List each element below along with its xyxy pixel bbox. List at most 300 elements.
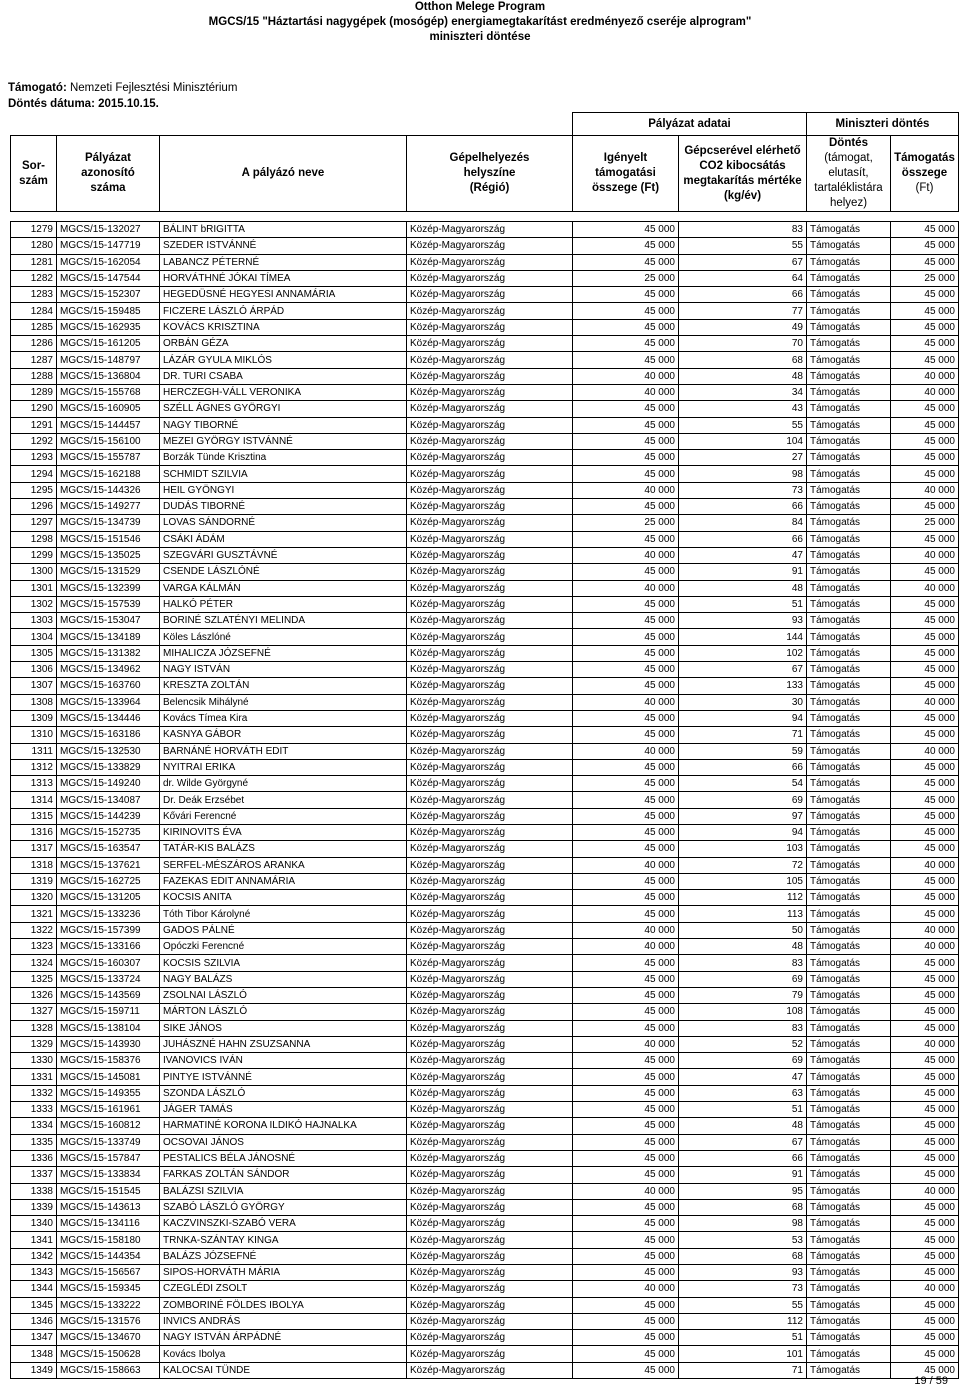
cell-igenyelt: 45 000 xyxy=(573,613,679,629)
cell-sorszam: 1328 xyxy=(11,1020,57,1036)
cell-sorszam: 1301 xyxy=(11,580,57,596)
cell-dontes: Támogatás xyxy=(807,939,891,955)
table-row xyxy=(11,417,959,433)
cell-co2: 108 xyxy=(679,1004,807,1020)
table-row xyxy=(11,499,959,515)
cell-igenyelt: 45 000 xyxy=(573,1118,679,1134)
cell-co2: 53 xyxy=(679,1232,807,1248)
cell-azonosito: MGCS/15-147544 xyxy=(57,270,160,286)
cell-helyszin: Közép-Magyarország xyxy=(407,384,573,400)
table-row xyxy=(11,971,959,987)
cell-helyszin: Közép-Magyarország xyxy=(407,1167,573,1183)
table-row xyxy=(11,1004,959,1020)
cell-sorszam: 1289 xyxy=(11,384,57,400)
cell-igenyelt: 40 000 xyxy=(573,1281,679,1297)
cell-dontes: Támogatás xyxy=(807,727,891,743)
table-row xyxy=(11,1036,959,1052)
cell-tamogatas: 40 000 xyxy=(891,547,959,563)
cell-helyszin: Közép-Magyarország xyxy=(407,743,573,759)
cell-sorszam: 1332 xyxy=(11,1085,57,1101)
cell-helyszin: Közép-Magyarország xyxy=(407,629,573,645)
cell-azonosito: MGCS/15-132027 xyxy=(57,222,160,238)
cell-sorszam: 1314 xyxy=(11,792,57,808)
cell-co2: 64 xyxy=(679,270,807,286)
cell-dontes: Támogatás xyxy=(807,303,891,319)
cell-igenyelt: 45 000 xyxy=(573,303,679,319)
cell-tamogatas: 25 000 xyxy=(891,515,959,531)
cell-sorszam: 1335 xyxy=(11,1134,57,1150)
cell-tamogatas: 40 000 xyxy=(891,384,959,400)
cell-co2: 83 xyxy=(679,955,807,971)
cell-nev: KACZVINSZKI-SZABÓ VERA xyxy=(160,1216,407,1232)
cell-igenyelt: 25 000 xyxy=(573,515,679,531)
col-header-sorszam: Sor- szám xyxy=(11,136,57,212)
cell-igenyelt: 45 000 xyxy=(573,1313,679,1329)
cell-tamogatas: 45 000 xyxy=(891,987,959,1003)
cell-dontes: Támogatás xyxy=(807,1248,891,1264)
cell-azonosito: MGCS/15-133834 xyxy=(57,1167,160,1183)
cell-azonosito: MGCS/15-160905 xyxy=(57,401,160,417)
cell-azonosito: MGCS/15-145081 xyxy=(57,1069,160,1085)
cell-igenyelt: 45 000 xyxy=(573,450,679,466)
cell-igenyelt: 45 000 xyxy=(573,824,679,840)
cell-dontes: Támogatás xyxy=(807,710,891,726)
cell-igenyelt: 45 000 xyxy=(573,792,679,808)
table-row xyxy=(11,1297,959,1313)
cell-igenyelt: 40 000 xyxy=(573,922,679,938)
cell-tamogatas: 45 000 xyxy=(891,1102,959,1118)
cell-sorszam: 1346 xyxy=(11,1313,57,1329)
cell-co2: 51 xyxy=(679,1330,807,1346)
cell-helyszin: Közép-Magyarország xyxy=(407,1232,573,1248)
cell-azonosito: MGCS/15-132530 xyxy=(57,743,160,759)
cell-azonosito: MGCS/15-162054 xyxy=(57,254,160,270)
cell-sorszam: 1329 xyxy=(11,1036,57,1052)
cell-azonosito: MGCS/15-163547 xyxy=(57,841,160,857)
cell-azonosito: MGCS/15-163186 xyxy=(57,727,160,743)
cell-igenyelt: 40 000 xyxy=(573,368,679,384)
table-row xyxy=(11,776,959,792)
cell-sorszam: 1343 xyxy=(11,1265,57,1281)
cell-igenyelt: 45 000 xyxy=(573,1020,679,1036)
cell-dontes: Támogatás xyxy=(807,401,891,417)
cell-igenyelt: 45 000 xyxy=(573,1346,679,1362)
cell-co2: 70 xyxy=(679,336,807,352)
cell-co2: 48 xyxy=(679,580,807,596)
cell-helyszin: Közép-Magyarország xyxy=(407,727,573,743)
cell-co2: 79 xyxy=(679,987,807,1003)
cell-helyszin: Közép-Magyarország xyxy=(407,238,573,254)
table-row xyxy=(11,450,959,466)
cell-tamogatas: 45 000 xyxy=(891,1297,959,1313)
cell-dontes: Támogatás xyxy=(807,1199,891,1215)
cell-nev: VARGA KÁLMÁN xyxy=(160,580,407,596)
cell-sorszam: 1330 xyxy=(11,1053,57,1069)
cell-sorszam: 1339 xyxy=(11,1199,57,1215)
cell-dontes: Támogatás xyxy=(807,824,891,840)
cell-sorszam: 1286 xyxy=(11,336,57,352)
cell-nev: Kovács Tímea Kira xyxy=(160,710,407,726)
cell-nev: NAGY BALÁZS xyxy=(160,971,407,987)
cell-azonosito: MGCS/15-149240 xyxy=(57,776,160,792)
cell-co2: 133 xyxy=(679,678,807,694)
cell-tamogatas: 45 000 xyxy=(891,1118,959,1134)
cell-azonosito: MGCS/15-134189 xyxy=(57,629,160,645)
table-row xyxy=(11,1232,959,1248)
table-row xyxy=(11,759,959,775)
cell-azonosito: MGCS/15-133222 xyxy=(57,1297,160,1313)
cell-co2: 83 xyxy=(679,1020,807,1036)
cell-igenyelt: 45 000 xyxy=(573,417,679,433)
cell-nev: MEZEI GYÖRGY ISTVÁNNÉ xyxy=(160,433,407,449)
column-header-row xyxy=(11,136,959,212)
cell-co2: 63 xyxy=(679,1085,807,1101)
cell-co2: 101 xyxy=(679,1346,807,1362)
cell-helyszin: Közép-Magyarország xyxy=(407,596,573,612)
cell-dontes: Támogatás xyxy=(807,368,891,384)
table-row xyxy=(11,1118,959,1134)
cell-azonosito: MGCS/15-160812 xyxy=(57,1118,160,1134)
cell-helyszin: Közép-Magyarország xyxy=(407,433,573,449)
cell-igenyelt: 45 000 xyxy=(573,531,679,547)
cell-helyszin: Közép-Magyarország xyxy=(407,254,573,270)
cell-sorszam: 1299 xyxy=(11,547,57,563)
cell-nev: Opóczki Ferencné xyxy=(160,939,407,955)
cell-nev: SIKE JÁNOS xyxy=(160,1020,407,1036)
cell-nev: HORVÁTHNÉ JÓKAI TÍMEA xyxy=(160,270,407,286)
cell-sorszam: 1304 xyxy=(11,629,57,645)
cell-sorszam: 1295 xyxy=(11,482,57,498)
cell-igenyelt: 45 000 xyxy=(573,1134,679,1150)
table-row xyxy=(11,678,959,694)
cell-azonosito: MGCS/15-156567 xyxy=(57,1265,160,1281)
cell-co2: 52 xyxy=(679,1036,807,1052)
cell-nev: KOCSIS SZILVIA xyxy=(160,955,407,971)
cell-helyszin: Közép-Magyarország xyxy=(407,1134,573,1150)
cell-tamogatas: 45 000 xyxy=(891,433,959,449)
cell-igenyelt: 45 000 xyxy=(573,987,679,1003)
cell-nev: Kovács Ibolya xyxy=(160,1346,407,1362)
cell-co2: 59 xyxy=(679,743,807,759)
cell-helyszin: Közép-Magyarország xyxy=(407,759,573,775)
cell-sorszam: 1288 xyxy=(11,368,57,384)
cell-azonosito: MGCS/15-163760 xyxy=(57,678,160,694)
table-row xyxy=(11,531,959,547)
cell-nev: MÁRTON LÁSZLÓ xyxy=(160,1004,407,1020)
cell-co2: 55 xyxy=(679,238,807,254)
cell-igenyelt: 45 000 xyxy=(573,906,679,922)
cell-azonosito: MGCS/15-157847 xyxy=(57,1150,160,1166)
cell-azonosito: MGCS/15-157399 xyxy=(57,922,160,938)
cell-dontes: Támogatás xyxy=(807,515,891,531)
cell-igenyelt: 45 000 xyxy=(573,759,679,775)
cell-co2: 67 xyxy=(679,254,807,270)
table-row xyxy=(11,303,959,319)
cell-co2: 112 xyxy=(679,1313,807,1329)
cell-helyszin: Közép-Magyarország xyxy=(407,906,573,922)
cell-sorszam: 1324 xyxy=(11,955,57,971)
program-title: Otthon Melege Program xyxy=(414,1,546,13)
table-row xyxy=(11,1346,959,1362)
subprogram-title: MGCS/15 "Háztartási nagygépek (mosógép) energiamegtakarítást eredményező cseréje alprogram" xyxy=(208,16,752,28)
cell-azonosito: MGCS/15-158180 xyxy=(57,1232,160,1248)
cell-nev: FAZEKAS EDIT ANNAMÁRIA xyxy=(160,873,407,889)
cell-nev: SZABÓ LÁSZLÓ GYÖRGY xyxy=(160,1199,407,1215)
table-row xyxy=(11,1216,959,1232)
cell-helyszin: Közép-Magyarország xyxy=(407,1313,573,1329)
cell-azonosito: MGCS/15-155768 xyxy=(57,384,160,400)
cell-helyszin: Közép-Magyarország xyxy=(407,873,573,889)
cell-nev: LÁZÁR GYULA MIKLÓS xyxy=(160,352,407,368)
cell-helyszin: Közép-Magyarország xyxy=(407,1362,573,1378)
cell-sorszam: 1312 xyxy=(11,759,57,775)
cell-azonosito: MGCS/15-157539 xyxy=(57,596,160,612)
cell-azonosito: MGCS/15-133724 xyxy=(57,971,160,987)
cell-co2: 48 xyxy=(679,368,807,384)
cell-sorszam: 1281 xyxy=(11,254,57,270)
cell-tamogatas: 45 000 xyxy=(891,1085,959,1101)
cell-igenyelt: 40 000 xyxy=(573,743,679,759)
cell-co2: 51 xyxy=(679,596,807,612)
cell-nev: Köles Lászlóné xyxy=(160,629,407,645)
cell-nev: BALÁZS JÓZSEFNÉ xyxy=(160,1248,407,1264)
cell-igenyelt: 45 000 xyxy=(573,873,679,889)
cell-igenyelt: 45 000 xyxy=(573,629,679,645)
cell-helyszin: Közép-Magyarország xyxy=(407,482,573,498)
cell-igenyelt: 45 000 xyxy=(573,238,679,254)
cell-tamogatas: 40 000 xyxy=(891,1281,959,1297)
table-row xyxy=(11,482,959,498)
cell-tamogatas: 40 000 xyxy=(891,857,959,873)
cell-co2: 69 xyxy=(679,1053,807,1069)
cell-co2: 66 xyxy=(679,287,807,303)
cell-helyszin: Közép-Magyarország xyxy=(407,1346,573,1362)
cell-nev: FARKAS ZOLTÁN SÁNDOR xyxy=(160,1167,407,1183)
cell-co2: 94 xyxy=(679,824,807,840)
cell-helyszin: Közép-Magyarország xyxy=(407,1053,573,1069)
cell-tamogatas: 45 000 xyxy=(891,1362,959,1378)
decision-title: miniszteri döntése xyxy=(429,31,531,43)
cell-dontes: Támogatás xyxy=(807,1330,891,1346)
cell-nev: HALKÓ PÉTER xyxy=(160,596,407,612)
cell-tamogatas: 45 000 xyxy=(891,287,959,303)
cell-igenyelt: 45 000 xyxy=(573,1265,679,1281)
cell-sorszam: 1293 xyxy=(11,450,57,466)
table-row xyxy=(11,336,959,352)
cell-dontes: Támogatás xyxy=(807,857,891,873)
cell-azonosito: MGCS/15-151546 xyxy=(57,531,160,547)
cell-co2: 102 xyxy=(679,645,807,661)
table-row xyxy=(11,1085,959,1101)
cell-helyszin: Közép-Magyarország xyxy=(407,1216,573,1232)
table-row xyxy=(11,319,959,335)
cell-igenyelt: 45 000 xyxy=(573,1004,679,1020)
cell-co2: 47 xyxy=(679,547,807,563)
cell-sorszam: 1321 xyxy=(11,906,57,922)
cell-tamogatas: 45 000 xyxy=(891,352,959,368)
cell-tamogatas: 45 000 xyxy=(891,499,959,515)
cell-dontes: Támogatás xyxy=(807,417,891,433)
cell-azonosito: MGCS/15-133829 xyxy=(57,759,160,775)
table-row xyxy=(11,352,959,368)
cell-sorszam: 1341 xyxy=(11,1232,57,1248)
cell-azonosito: MGCS/15-149355 xyxy=(57,1085,160,1101)
cell-igenyelt: 45 000 xyxy=(573,401,679,417)
cell-nev: INVICS ANDRÁS xyxy=(160,1313,407,1329)
cell-co2: 91 xyxy=(679,1167,807,1183)
cell-tamogatas: 40 000 xyxy=(891,1036,959,1052)
cell-nev: NYITRAI ERIKA xyxy=(160,759,407,775)
table-row xyxy=(11,1183,959,1199)
cell-sorszam: 1298 xyxy=(11,531,57,547)
cell-tamogatas: 45 000 xyxy=(891,808,959,824)
cell-azonosito: MGCS/15-162188 xyxy=(57,466,160,482)
table-row xyxy=(11,1281,959,1297)
cell-co2: 67 xyxy=(679,1134,807,1150)
cell-igenyelt: 45 000 xyxy=(573,564,679,580)
cell-igenyelt: 45 000 xyxy=(573,1150,679,1166)
cell-helyszin: Közép-Magyarország xyxy=(407,1281,573,1297)
cell-sorszam: 1326 xyxy=(11,987,57,1003)
table-row xyxy=(11,580,959,596)
cell-azonosito: MGCS/15-147719 xyxy=(57,238,160,254)
cell-tamogatas: 40 000 xyxy=(891,743,959,759)
cell-sorszam: 1279 xyxy=(11,222,57,238)
table-row xyxy=(11,547,959,563)
cell-co2: 66 xyxy=(679,1150,807,1166)
sponsor-value: Nemzeti Fejlesztési Minisztérium xyxy=(69,82,238,94)
cell-nev: KASNYA GÁBOR xyxy=(160,727,407,743)
cell-azonosito: MGCS/15-144457 xyxy=(57,417,160,433)
cell-sorszam: 1294 xyxy=(11,466,57,482)
table-row xyxy=(11,1265,959,1281)
cell-helyszin: Közép-Magyarország xyxy=(407,319,573,335)
cell-azonosito: MGCS/15-143569 xyxy=(57,987,160,1003)
cell-dontes: Támogatás xyxy=(807,1085,891,1101)
cell-dontes: Támogatás xyxy=(807,1036,891,1052)
cell-helyszin: Közép-Magyarország xyxy=(407,971,573,987)
cell-dontes: Támogatás xyxy=(807,873,891,889)
cell-igenyelt: 40 000 xyxy=(573,1183,679,1199)
cell-igenyelt: 40 000 xyxy=(573,482,679,498)
cell-nev: KIRINOVITS ÉVA xyxy=(160,824,407,840)
cell-nev: CSENDE LÁSZLÓNÉ xyxy=(160,564,407,580)
cell-azonosito: MGCS/15-131576 xyxy=(57,1313,160,1329)
cell-co2: 69 xyxy=(679,971,807,987)
cell-sorszam: 1308 xyxy=(11,694,57,710)
cell-nev: KOVÁCS KRISZTINA xyxy=(160,319,407,335)
cell-helyszin: Közép-Magyarország xyxy=(407,922,573,938)
cell-sorszam: 1302 xyxy=(11,596,57,612)
cell-nev: PESTALICS BÉLA JÁNOSNÉ xyxy=(160,1150,407,1166)
decision-table xyxy=(10,112,959,1379)
cell-co2: 66 xyxy=(679,531,807,547)
cell-nev: BALÁZSI SZILVIA xyxy=(160,1183,407,1199)
cell-co2: 68 xyxy=(679,352,807,368)
cell-tamogatas: 45 000 xyxy=(891,971,959,987)
cell-igenyelt: 45 000 xyxy=(573,1330,679,1346)
cell-co2: 93 xyxy=(679,613,807,629)
cell-nev: SZÉLL ÁGNES GYÖRGYI xyxy=(160,401,407,417)
cell-tamogatas: 45 000 xyxy=(891,401,959,417)
cell-igenyelt: 45 000 xyxy=(573,222,679,238)
cell-sorszam: 1297 xyxy=(11,515,57,531)
cell-igenyelt: 45 000 xyxy=(573,710,679,726)
cell-co2: 95 xyxy=(679,1183,807,1199)
cell-nev: HEIL GYÖNGYI xyxy=(160,482,407,498)
cell-dontes: Támogatás xyxy=(807,596,891,612)
cell-nev: LABANCZ PÉTERNÉ xyxy=(160,254,407,270)
table-row xyxy=(11,1199,959,1215)
table-row xyxy=(11,955,959,971)
cell-igenyelt: 45 000 xyxy=(573,808,679,824)
cell-helyszin: Közép-Magyarország xyxy=(407,1183,573,1199)
cell-nev: FICZERE LÁSZLÓ ÁRPÁD xyxy=(160,303,407,319)
cell-dontes: Támogatás xyxy=(807,922,891,938)
table-row xyxy=(11,824,959,840)
cell-dontes: Támogatás xyxy=(807,580,891,596)
table-row xyxy=(11,1167,959,1183)
col-header-igenyelt: Igényelt támogatási összege (Ft) xyxy=(573,136,679,212)
cell-dontes: Támogatás xyxy=(807,1167,891,1183)
cell-nev: KOCSIS ANITA xyxy=(160,890,407,906)
cell-co2: 67 xyxy=(679,662,807,678)
cell-dontes: Támogatás xyxy=(807,222,891,238)
cell-co2: 73 xyxy=(679,1281,807,1297)
cell-dontes: Támogatás xyxy=(807,841,891,857)
cell-helyszin: Közép-Magyarország xyxy=(407,1330,573,1346)
cell-tamogatas: 45 000 xyxy=(891,1346,959,1362)
cell-nev: NAGY TIBORNÉ xyxy=(160,417,407,433)
cell-helyszin: Közép-Magyarország xyxy=(407,515,573,531)
table-row xyxy=(11,743,959,759)
cell-igenyelt: 45 000 xyxy=(573,1102,679,1118)
table-row xyxy=(11,922,959,938)
cell-helyszin: Közép-Magyarország xyxy=(407,955,573,971)
cell-tamogatas: 45 000 xyxy=(891,759,959,775)
cell-azonosito: MGCS/15-148797 xyxy=(57,352,160,368)
cell-co2: 94 xyxy=(679,710,807,726)
cell-tamogatas: 45 000 xyxy=(891,564,959,580)
cell-azonosito: MGCS/15-134446 xyxy=(57,710,160,726)
cell-helyszin: Közép-Magyarország xyxy=(407,1248,573,1264)
cell-helyszin: Közép-Magyarország xyxy=(407,222,573,238)
table-row xyxy=(11,1330,959,1346)
cell-nev: OCSOVAI JÁNOS xyxy=(160,1134,407,1150)
cell-dontes: Támogatás xyxy=(807,759,891,775)
cell-igenyelt: 40 000 xyxy=(573,580,679,596)
cell-dontes: Támogatás xyxy=(807,906,891,922)
cell-igenyelt: 45 000 xyxy=(573,1248,679,1264)
cell-igenyelt: 45 000 xyxy=(573,254,679,270)
table-row xyxy=(11,466,959,482)
cell-dontes: Támogatás xyxy=(807,987,891,1003)
cell-helyszin: Közép-Magyarország xyxy=(407,1020,573,1036)
cell-tamogatas: 45 000 xyxy=(891,645,959,661)
cell-helyszin: Közép-Magyarország xyxy=(407,857,573,873)
cell-dontes: Támogatás xyxy=(807,1281,891,1297)
cell-sorszam: 1337 xyxy=(11,1167,57,1183)
cell-helyszin: Közép-Magyarország xyxy=(407,352,573,368)
cell-helyszin: Közép-Magyarország xyxy=(407,336,573,352)
cell-nev: Dr. Deák Erzsébet xyxy=(160,792,407,808)
cell-igenyelt: 45 000 xyxy=(573,1069,679,1085)
cell-tamogatas: 45 000 xyxy=(891,1053,959,1069)
cell-sorszam: 1311 xyxy=(11,743,57,759)
cell-co2: 50 xyxy=(679,922,807,938)
cell-helyszin: Közép-Magyarország xyxy=(407,287,573,303)
cell-helyszin: Közép-Magyarország xyxy=(407,1199,573,1215)
